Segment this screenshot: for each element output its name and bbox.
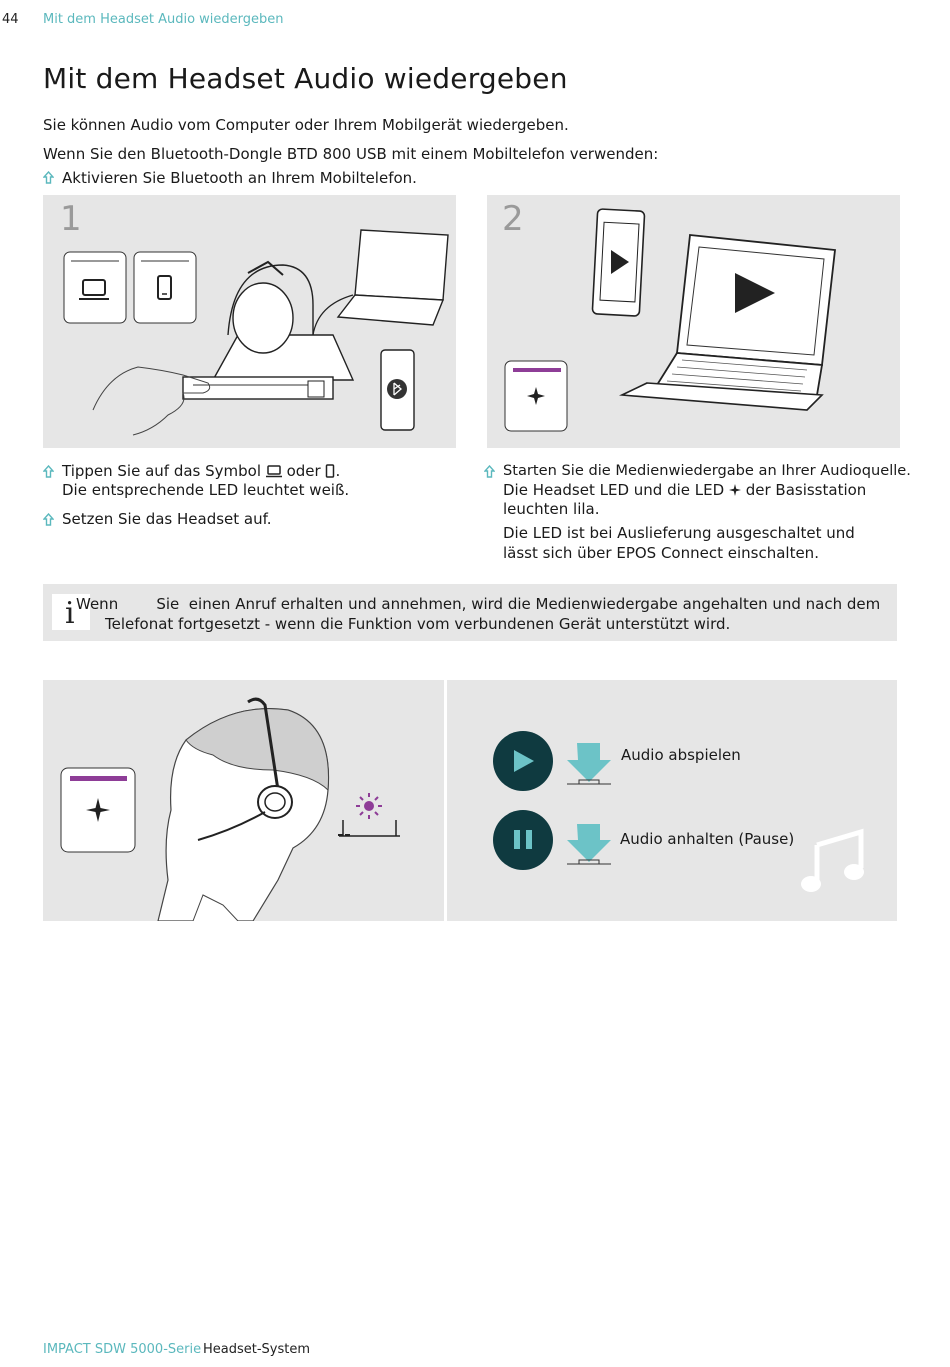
phone-icon [325, 464, 335, 478]
step1-bullet-1-or: oder [286, 462, 321, 480]
step2-note-line-1: Die LED ist bei Auslieferung ausgeschaltet und [503, 524, 855, 542]
step1-bullet-1 [62, 461, 340, 481]
play-button-icon [493, 731, 553, 791]
intro-line-1: Sie können Audio vom Computer oder Ihrem Mobilgerät wiedergeben. [43, 116, 569, 134]
star-led-icon [729, 484, 741, 496]
up-arrow-bullet-icon [484, 465, 495, 479]
star-button-icon [61, 768, 135, 852]
laptop-icon [266, 465, 282, 478]
base-station-illustration [43, 195, 456, 448]
step2-note-line-2: lässt sich über EPOS Connect einschalten. [503, 544, 819, 562]
step2-bullet-line-2-a: Die Headset LED und die LED [503, 481, 725, 499]
info-text [76, 594, 881, 634]
step1-bullet-2: Setzen Sie das Headset auf. [62, 510, 272, 528]
controls-panel [447, 680, 897, 921]
step2-bullet-line-3: leuchten lila. [503, 500, 600, 518]
pause-label: Audio anhalten (Pause) [620, 830, 795, 848]
headset-wearer-illustration [43, 680, 444, 921]
footer-series: IMPACT SDW 5000-Serie [43, 1342, 202, 1357]
running-title: Mit dem Headset Audio wiedergeben [43, 12, 284, 27]
up-arrow-bullet-icon [43, 171, 54, 185]
intro-line-2: Wenn Sie den Bluetooth-Dongle BTD 800 USB mit einem Mobiltelefon verwenden: [43, 145, 659, 163]
step1-bullet-1-line-2: Die entsprechende LED leuchtet weiß. [62, 481, 350, 499]
step2-bullet-line-2 [503, 480, 866, 500]
step2-bullet-line-1: Starten Sie die Medienwiedergabe an Ihrer Audioquelle. [503, 462, 911, 479]
pause-button-icon [493, 810, 553, 870]
blinking-led-icon [338, 793, 400, 836]
footer-product: Headset-System [203, 1342, 311, 1357]
info-line-1: Wenn Sie einen Anruf erhalten und annehmen, wird die Medienwiedergabe angehalten und nach dem [76, 595, 881, 613]
step2-number: 2 [502, 199, 524, 239]
step2-illustration [487, 195, 900, 448]
media-playback-illustration [487, 195, 900, 448]
press-down-arrow-icon [567, 743, 611, 784]
play-label: Audio abspielen [621, 746, 741, 764]
intro-bullet: Aktivieren Sie Bluetooth an Ihrem Mobiltelefon. [62, 169, 417, 187]
info-icon: i [52, 594, 90, 630]
up-arrow-bullet-icon [43, 513, 54, 527]
phone-button-icon [134, 252, 196, 323]
page-number: 44 [2, 12, 19, 27]
laptop-button-icon [64, 252, 126, 323]
step1-number: 1 [60, 199, 82, 239]
up-arrow-bullet-icon [43, 465, 54, 479]
page-title: Mit dem Headset Audio wiedergeben [43, 62, 568, 95]
music-note-icon [801, 832, 864, 892]
step2-bullet-line-2-b: der Basisstation [745, 481, 867, 499]
press-down-arrow-icon [567, 824, 611, 864]
step1-bullet-1-text: Tippen Sie auf das Symbol [62, 462, 262, 480]
step1-bullet-1-end: . [335, 462, 341, 480]
info-line-2: Telefonat fortgesetzt - wenn die Funktion vom verbundenen Gerät unterstützt wird. [105, 615, 731, 633]
step1-illustration [43, 195, 456, 448]
info-box [43, 584, 897, 641]
